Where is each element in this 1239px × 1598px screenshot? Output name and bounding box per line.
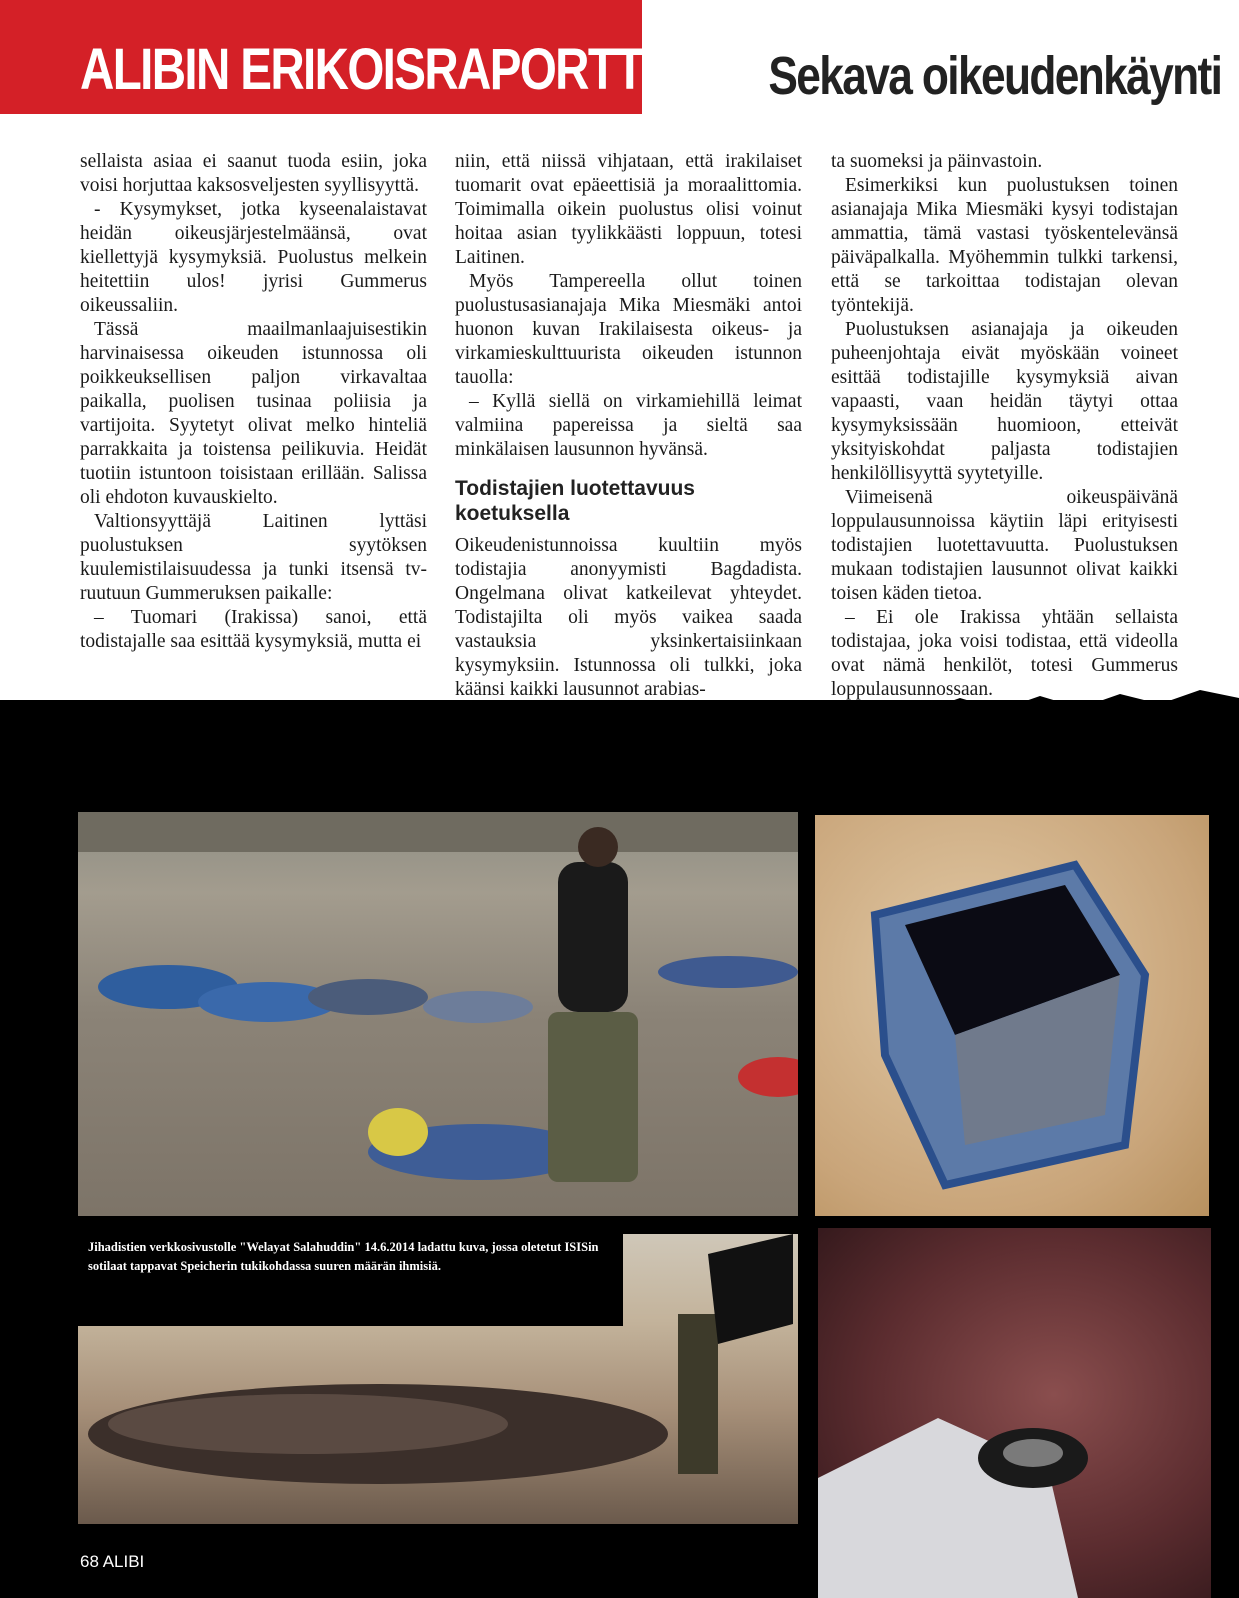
paragraph: Puolustuksen asianajaja ja oikeuden puheenjohtaja eivät myöskään voineet esittää todistajille kysymyksiä aivan vapaasti, vaan heidän täytyi ottaa kysymyksissään huomioon, etteivät yksityiskohdat paljasta todistajien henkilöllisyyttä syytetyille. (831, 319, 1178, 484)
paragraph: Valtionsyyttäjä Laitinen lyttäsi puolustuksen syytöksen kuulemistilaisuudessa ja tunki itsensä tv-ruutuun Gummeruksen paikalle: (80, 511, 427, 604)
paragraph: niin, että niissä vihjataan, että irakilaiset tuomarit ovat epäeettisiä ja moraalittomia. Toimimalla oikein puolustus olisi voinut hoitaa asian tyylikkäästi loppuun, totesi Laitinen. (455, 151, 802, 268)
paragraph: Viimeisenä oikeuspäivänä loppulausunnoissa käytiin läpi erityisesti todistajien luotettavuutta. Puolustuksen mukaan todistajien lausunnot olivat kaikki toisen käden tietoa. (831, 487, 1178, 604)
execution-photo (78, 812, 798, 1216)
text-column-1 (80, 150, 427, 654)
text-column-2 (455, 150, 802, 702)
paragraph: – Ei ole Irakissa yhtään sellaista todistajaa, joka voisi todistaa, että videolla ovat nämä henkilöt, totesi Gummerus loppulausunnossaan. (831, 607, 1178, 700)
paragraph: ta suomeksi ja päinvastoin. (831, 151, 1043, 172)
hand-ring-photo (818, 1228, 1211, 1598)
page-number: 68 ALIBI (80, 1552, 145, 1571)
photo-caption: Jihadistien verkkosivustolle "Welayat Salahuddin" 14.6.2014 ladattu kuva, jossa oletetut ISISin sotilaat tappavat Speicherin tukikohdassa suuren määrän ihmisiä. (88, 1240, 599, 1273)
paragraph: – Kyllä siellä on virkamiehillä leimat valmiina papereissa ja sieltä saa minkälaisen lausunnon hyvänsä. (455, 391, 802, 460)
paragraph: – Tuomari (Irakissa) sanoi, että todistajalle saa esittää kysymyksiä, mutta ei (80, 607, 427, 652)
ring-photo-art (815, 815, 1209, 1216)
execution-photo-art (78, 812, 798, 1216)
paragraph: Myös Tampereella ollut toinen puolustusasianajaja Mika Miesmäki antoi huonon kuvan Irakilaisesta oikeus- ja virkamieskulttuurista oikeuden istunnon tauolla: (455, 271, 802, 388)
paragraph: - Kysymykset, jotka kyseenalaistavat heidän oikeusjärjestelmäänsä, ovat kiellettyjä kysymyksiä. Puolustus melkein heitettiin ulos! jyrisi Gummerus oikeussaliin. (80, 199, 427, 316)
hand-ring-photo-art (818, 1228, 1211, 1598)
paragraph: Esimerkiksi kun puolustuksen toinen asianajaja Mika Miesmäki kysyi todistajan ammattia, tämä vastasi työskentelevänsä päiväpalkalla. Myöhemmin tulkki tarkensi, että se tarkoittaa todistajan olevan työntekijä. (831, 175, 1178, 316)
article-title: Sekava oikeudenkäynti (768, 46, 1221, 106)
paragraph: Oikeudenistunnoissa kuultiin myös todistajia anonyymisti Bagdadista. Ongelmana olivat katkeilevat yhteydet. Todistajilta oli myös vaikea saada vastauksia yksinkertaisiinkaan kysymyksiin. Istunnossa oli tulkki, joka käänsi kaikki lausunnot arabias- (455, 535, 802, 700)
paragraph: Tässä maailmanlaajuisestikin harvinaisessa oikeuden istunnossa oli poikkeuksellisen paljon virkavaltaa paikalla, puolisen tusinaa poliisia ja vartijoita. Syytetyt olivat melko hinteliä parrakkaita ja toistensa peilikuvia. Heidät tuotiin istuntoon toisistaan erillään. Salissa oli ehdoton kuvauskielto. (80, 319, 427, 508)
subheading: Todistajien luotettavuus koetuksella (455, 477, 695, 525)
photo-caption-box (78, 1234, 623, 1326)
ring-photo (815, 815, 1209, 1216)
section-title: ALIBIN ERIKOISRAPORTTI (80, 37, 655, 102)
text-column-3 (831, 150, 1178, 702)
torn-edge (0, 680, 1239, 750)
paragraph: sellaista asiaa ei saanut tuoda esiin, joka voisi horjuttaa kaksosveljesten syyllisyyttä. (80, 151, 427, 196)
